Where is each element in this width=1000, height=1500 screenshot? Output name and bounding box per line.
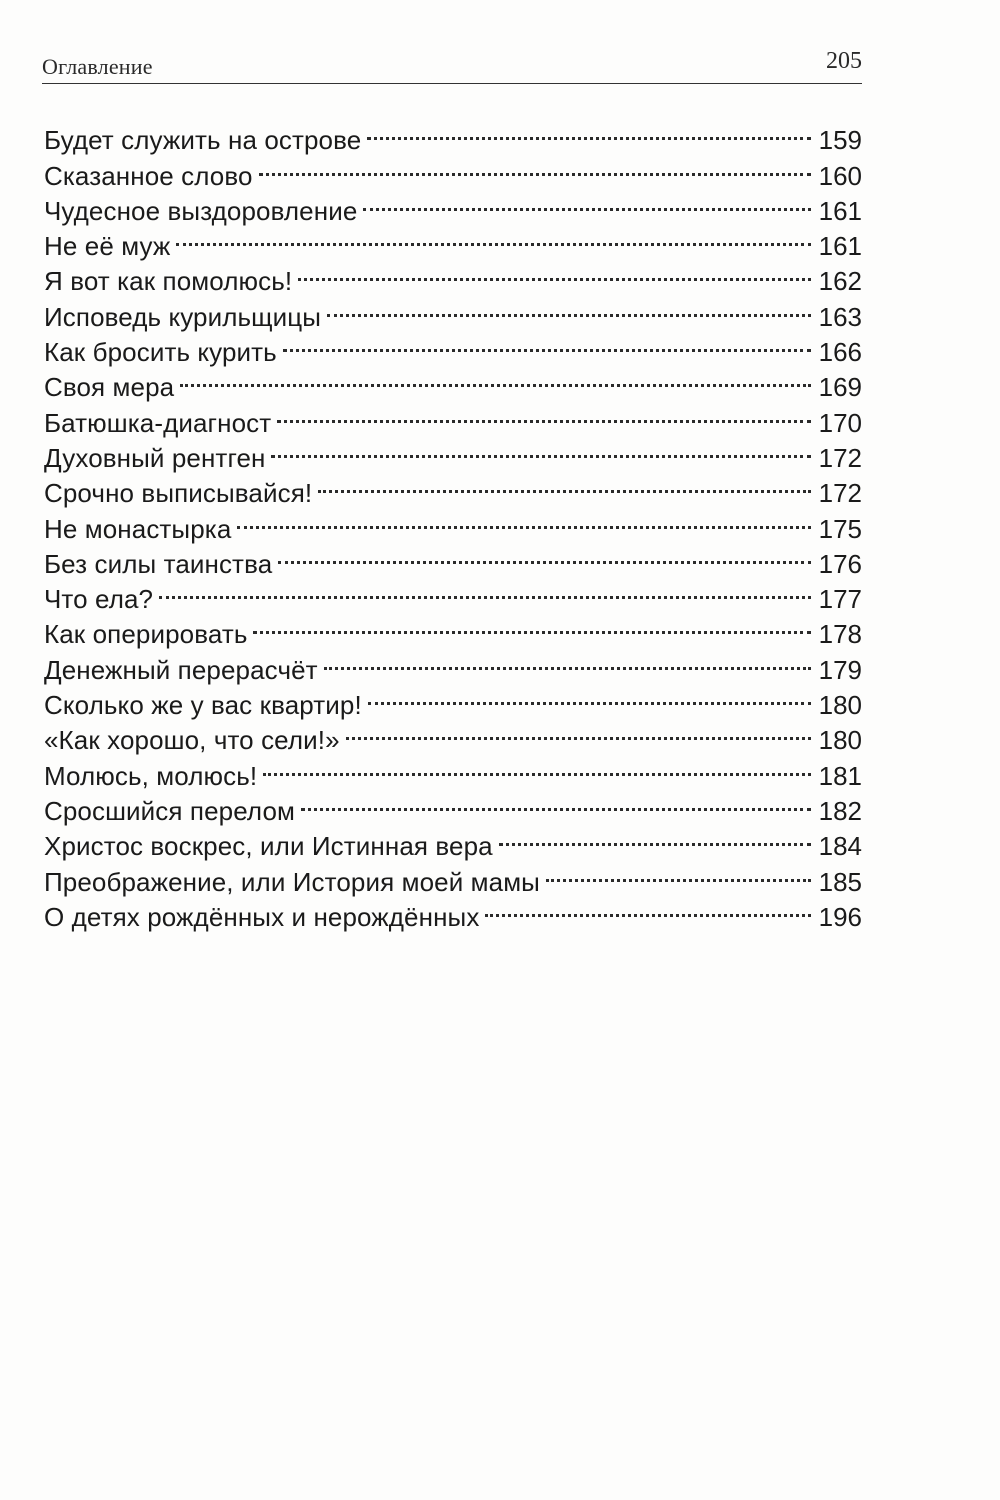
- dot-leader: [176, 220, 810, 255]
- toc-entry-page: 184: [818, 831, 862, 862]
- dot-leader: [237, 502, 810, 537]
- toc-entry-page: 166: [818, 337, 862, 368]
- toc-entry-page: 196: [818, 901, 862, 932]
- dot-leader: [283, 326, 811, 361]
- dot-leader: [546, 855, 811, 890]
- dot-leader: [301, 785, 811, 820]
- header-rule: [42, 83, 862, 84]
- toc-entry-page: 159: [818, 125, 862, 156]
- dot-leader: [346, 714, 811, 749]
- dot-leader: [324, 643, 811, 678]
- toc-entry: [44, 608, 862, 650]
- toc-entry-title: Чудесное выздоровление: [44, 195, 358, 226]
- toc-entry-page: 176: [818, 548, 862, 579]
- toc-entry-page: 161: [818, 231, 862, 262]
- toc-entry-page: 172: [818, 442, 862, 473]
- toc-entry-title: Сросшийся перелом: [44, 795, 295, 826]
- toc-entry-title: Не её муж: [44, 231, 171, 262]
- dot-leader: [278, 538, 810, 573]
- dot-leader: [368, 679, 811, 714]
- dot-leader: [485, 891, 810, 926]
- dot-leader: [499, 820, 811, 855]
- dot-leader: [253, 608, 810, 643]
- toc-entry-title: Своя мера: [44, 372, 175, 403]
- toc-entry-title: Батюшка-диагност: [44, 407, 272, 438]
- table-of-contents: [44, 114, 862, 932]
- toc-entry-page: 175: [818, 513, 862, 544]
- toc-entry-page: 160: [818, 160, 862, 191]
- toc-entry-title: О детях рождённых и нерождённых: [44, 901, 480, 932]
- dot-leader: [327, 290, 811, 325]
- toc-entry-title: Духовный рентген: [44, 442, 266, 473]
- dot-leader: [318, 467, 810, 502]
- toc-entry-title: Преображение, или История моей мамы: [44, 866, 540, 897]
- toc-entry-page: 163: [818, 301, 862, 332]
- toc-entry: [44, 114, 862, 156]
- dot-leader: [367, 114, 810, 149]
- dot-leader: [277, 396, 810, 431]
- toc-entry-page: 170: [818, 407, 862, 438]
- page-number: 205: [826, 48, 862, 74]
- toc-entry: [44, 573, 862, 615]
- toc-entry-title: Будет служить на острове: [44, 125, 362, 156]
- toc-entry-page: 178: [818, 619, 862, 650]
- toc-entry-title: Христос воскрес, или Истинная вера: [44, 831, 493, 862]
- dot-leader: [259, 149, 811, 184]
- toc-entry-title: Срочно выписывайся!: [44, 478, 313, 509]
- toc-entry-title: Сколько же у вас квартир!: [44, 690, 362, 721]
- toc-entry-page: 169: [818, 372, 862, 403]
- dot-leader: [263, 749, 810, 784]
- dot-leader: [363, 185, 810, 220]
- toc-entry-page: 185: [818, 866, 862, 897]
- toc-entry-page: 181: [818, 760, 862, 791]
- dot-leader: [180, 361, 810, 396]
- toc-entry-page: 179: [818, 654, 862, 685]
- toc-entry-title: Денежный перерасчёт: [44, 654, 318, 685]
- dot-leader: [298, 255, 810, 290]
- dot-leader: [271, 432, 810, 467]
- toc-entry-title: Сказанное слово: [44, 160, 253, 191]
- toc-entry-title: Как оперировать: [44, 619, 248, 650]
- toc-entry-page: 162: [818, 266, 862, 297]
- toc-entry-title: Я вот как помолюсь!: [44, 266, 293, 297]
- toc-entry-title: Молюсь, молюсь!: [44, 760, 258, 791]
- toc-entry-page: 180: [818, 690, 862, 721]
- section-title: Оглавление: [42, 54, 153, 79]
- toc-entry-title: Исповедь курильщицы: [44, 301, 322, 332]
- toc-entry-page: 177: [818, 584, 862, 615]
- toc-entry-page: 172: [818, 478, 862, 509]
- toc-entry-page: 182: [818, 795, 862, 826]
- toc-entry-page: 180: [818, 725, 862, 756]
- toc-entry-title: Не монастырка: [44, 513, 232, 544]
- running-head: [42, 48, 862, 82]
- dot-leader: [159, 573, 810, 608]
- toc-entry-page: 161: [818, 195, 862, 226]
- toc-entry-title: «Как хорошо, что сели!»: [44, 725, 340, 756]
- toc-entry-title: Что ела?: [44, 584, 154, 615]
- toc-entry-title: Без силы таинства: [44, 548, 273, 579]
- toc-entry-title: Как бросить курить: [44, 337, 277, 368]
